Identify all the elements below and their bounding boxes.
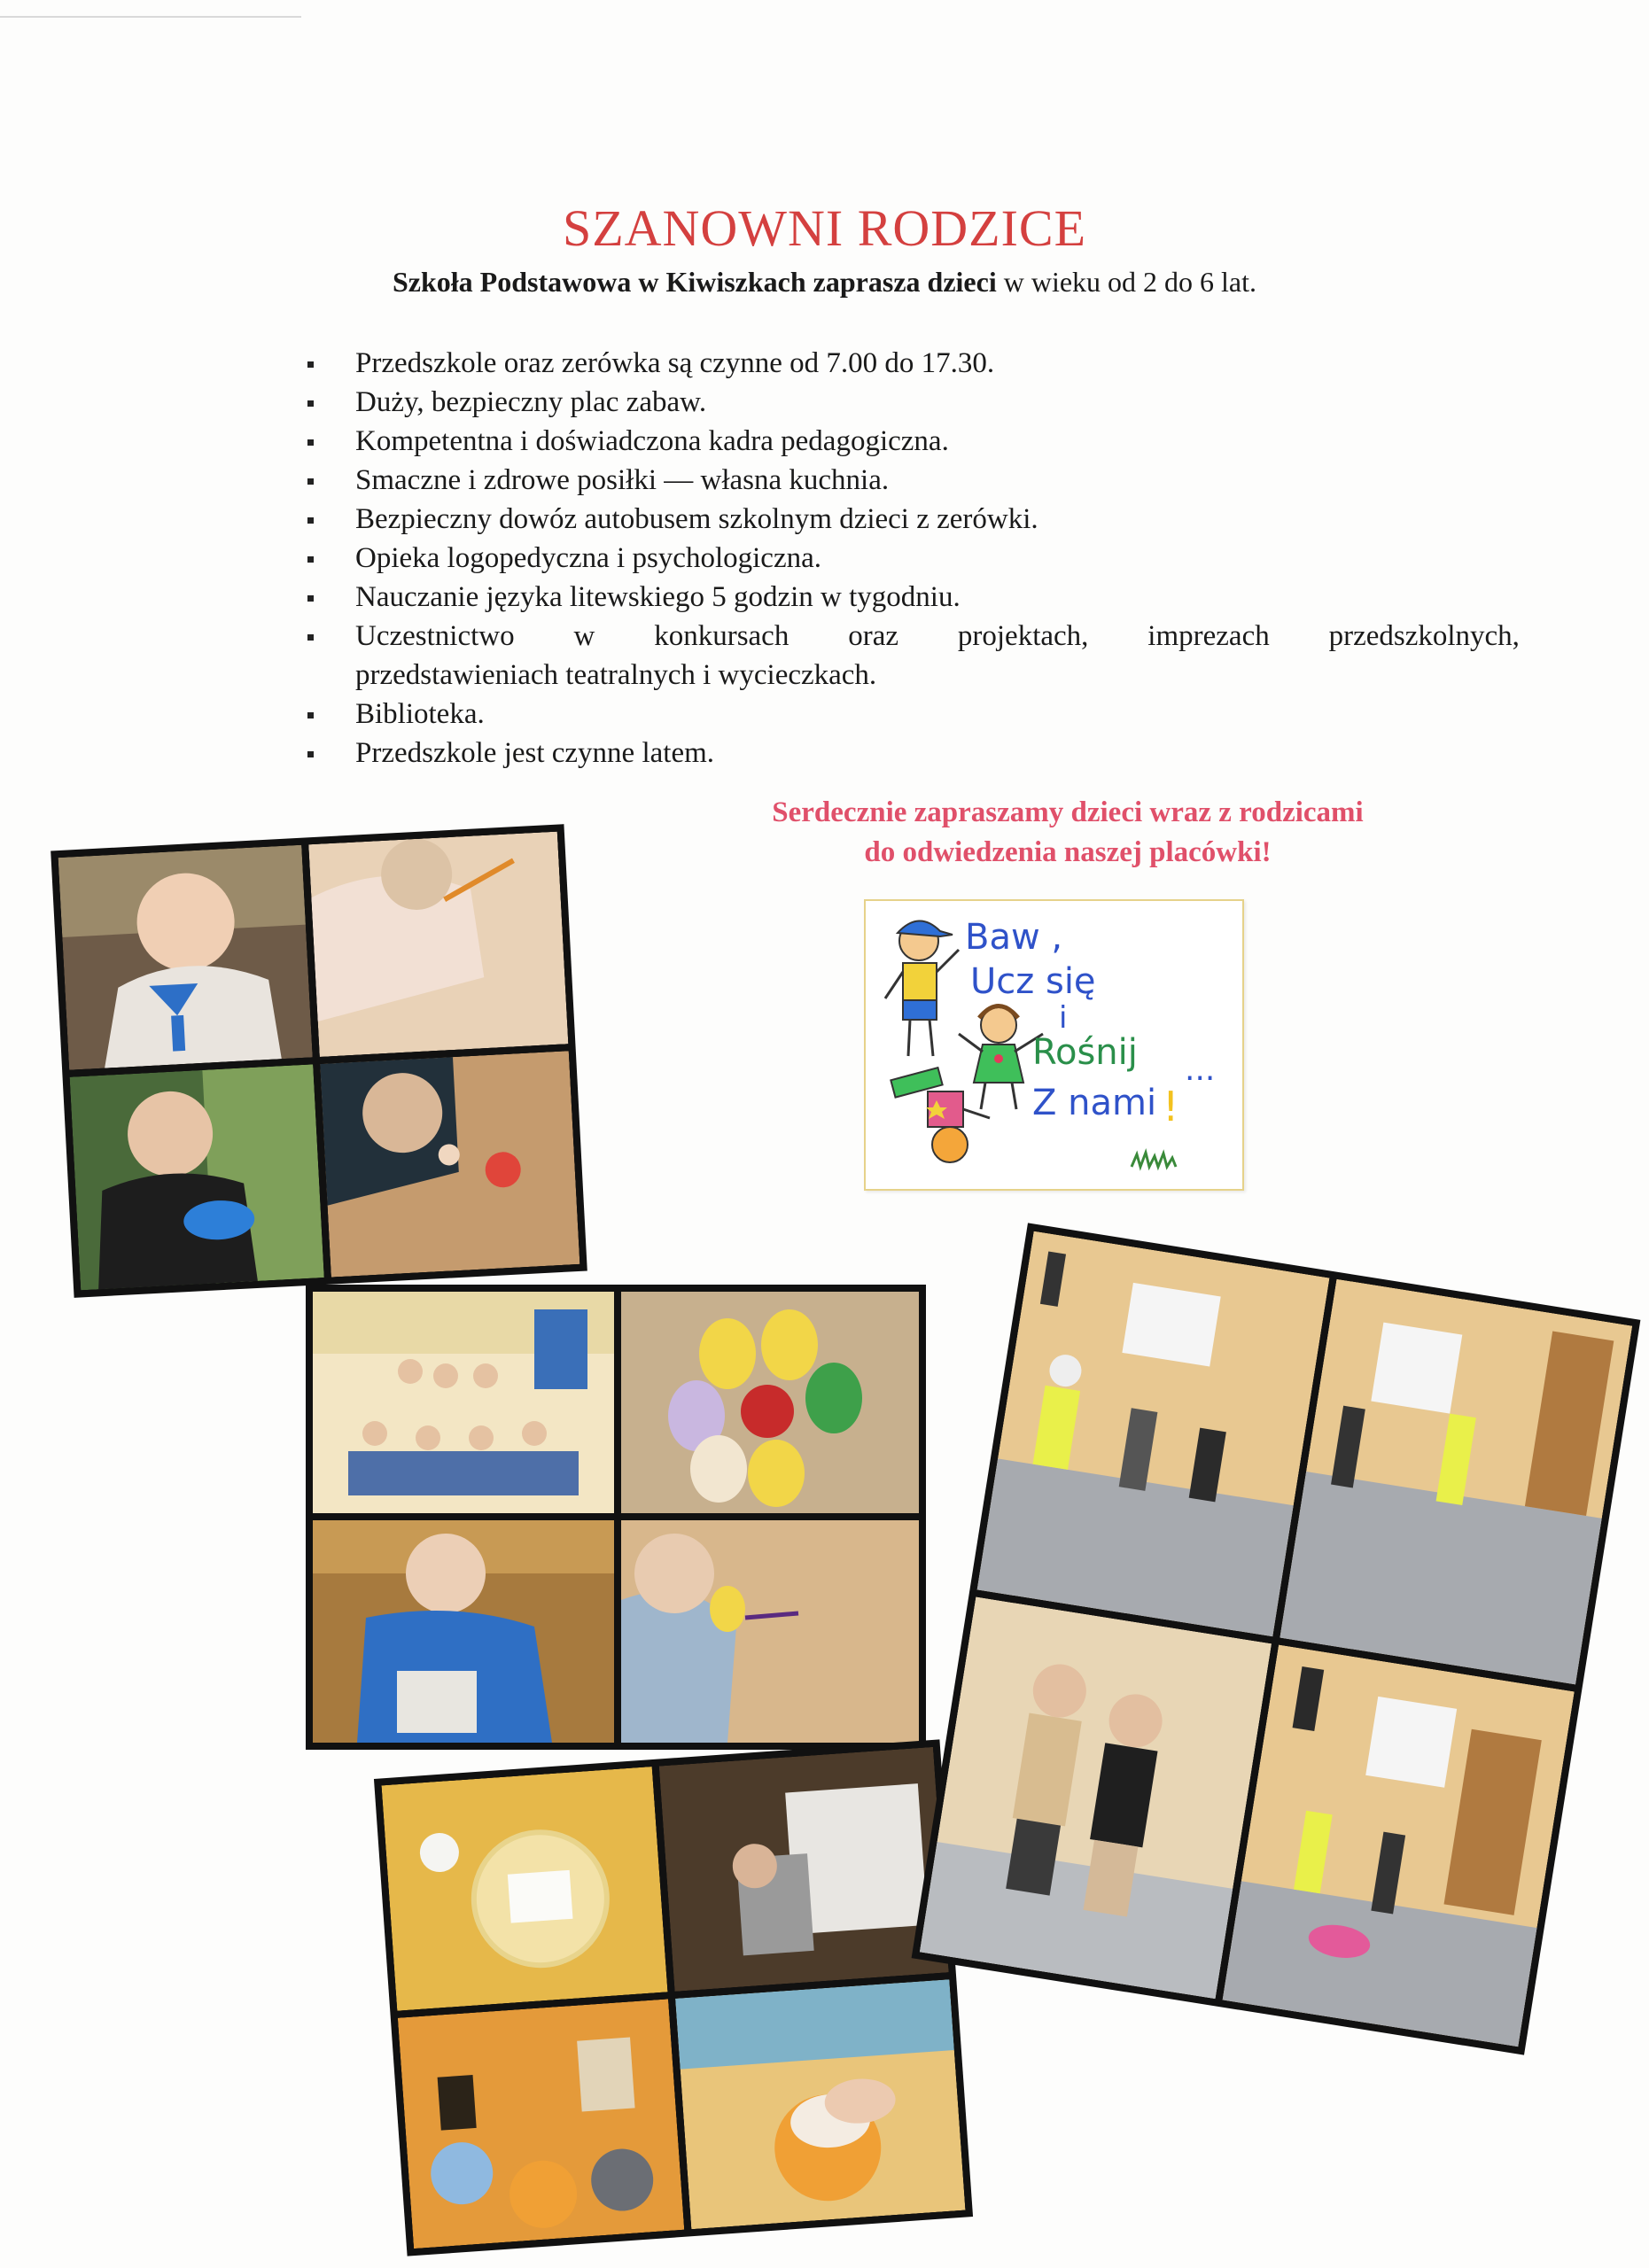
photo-collage-3 <box>374 1739 973 2256</box>
feature-item: Przedszkole oraz zerówka są czynne od 7.00 do 17.30. <box>306 344 1520 383</box>
photo-collage-4 <box>912 1223 1641 2054</box>
feature-item: Kompetentna i doświadczona kadra pedagogiczna. <box>306 422 1520 461</box>
page-title: SZANOWNI RODZICE <box>562 198 1087 257</box>
photo-child-drawing <box>308 832 568 1057</box>
feature-item-long <box>306 617 1520 695</box>
photo-flour-plate <box>381 1767 667 2011</box>
photo-child-funnel <box>58 845 313 1070</box>
photo-road-crossing <box>1280 1279 1632 1685</box>
feature-item: Opieka logopedyczna i psychologiczna. <box>306 539 1520 578</box>
logo-line-1: Baw , <box>965 917 1063 958</box>
word: w <box>573 620 595 652</box>
invitation-line-1: Serdecznie zapraszamy dzieci wraz z rodzicami <box>772 796 1364 828</box>
intro-bold: Szkoła Podstawowa w Kiwiszkach zaprasza dzieci <box>392 266 997 298</box>
photo-collage-2 <box>306 1285 926 1750</box>
logo-line-2: Ucz się <box>970 961 1096 1002</box>
logo-dots: ... <box>1185 1052 1216 1088</box>
logo-line-3: i <box>1059 1000 1068 1036</box>
photo-table-materials <box>398 1999 684 2249</box>
photo-boy-funnel <box>70 1064 324 1290</box>
feature-item: Biblioteka. <box>306 695 1520 734</box>
photo-child-mixing <box>313 1520 614 1743</box>
invitation-text <box>691 793 1444 873</box>
continuation-line: przedstawieniach teatralnych i wycieczkach. <box>355 659 877 691</box>
kindergarten-logo <box>864 899 1244 1191</box>
logo-line-4: Rośnij <box>1032 1032 1138 1073</box>
word: imprezach <box>1147 620 1270 652</box>
word: oraz <box>848 620 899 652</box>
photo-painted-eggs <box>621 1292 919 1513</box>
scan-edge-line <box>0 16 301 18</box>
photo-road-bikes <box>977 1231 1330 1637</box>
logo-exclaim: ! <box>1163 1083 1179 1130</box>
photo-two-boys <box>920 1596 1272 1999</box>
invitation-line-2: do odwiedzenia naszej placówki! <box>864 836 1272 868</box>
feature-item: Duży, bezpieczny plac zabaw. <box>306 383 1520 422</box>
feature-item: Nauczanie języka litewskiego 5 godzin w tygodniu. <box>306 578 1520 617</box>
justified-line <box>355 617 1520 656</box>
feature-item: Przedszkole jest czynne latem. <box>306 734 1520 773</box>
photo-collage-1 <box>51 824 587 1298</box>
word: projektach, <box>957 620 1089 652</box>
word: konkursach <box>654 620 789 652</box>
word: przedszkolnych, <box>1328 620 1520 652</box>
feature-item: Bezpieczny dowóz autobusem szkolnym dzieci z zerówki. <box>306 500 1520 539</box>
feature-item: Smaczne i zdrowe posiłki — własna kuchnia. <box>306 461 1520 500</box>
photo-child-painting-egg <box>621 1520 919 1743</box>
word: Uczestnictwo <box>355 620 515 652</box>
intro-sentence <box>0 266 1649 299</box>
photo-group-classroom <box>313 1292 614 1513</box>
photo-microwave <box>659 1747 949 1992</box>
photo-boy-playdough <box>320 1051 579 1277</box>
photo-traffic-light <box>1222 1645 1574 2047</box>
photo-hands-dough <box>675 1979 965 2229</box>
intro-rest: w wieku od 2 do 6 lat. <box>996 266 1257 298</box>
features-list <box>306 344 1520 773</box>
logo-line-5: Z nami <box>1032 1083 1157 1123</box>
